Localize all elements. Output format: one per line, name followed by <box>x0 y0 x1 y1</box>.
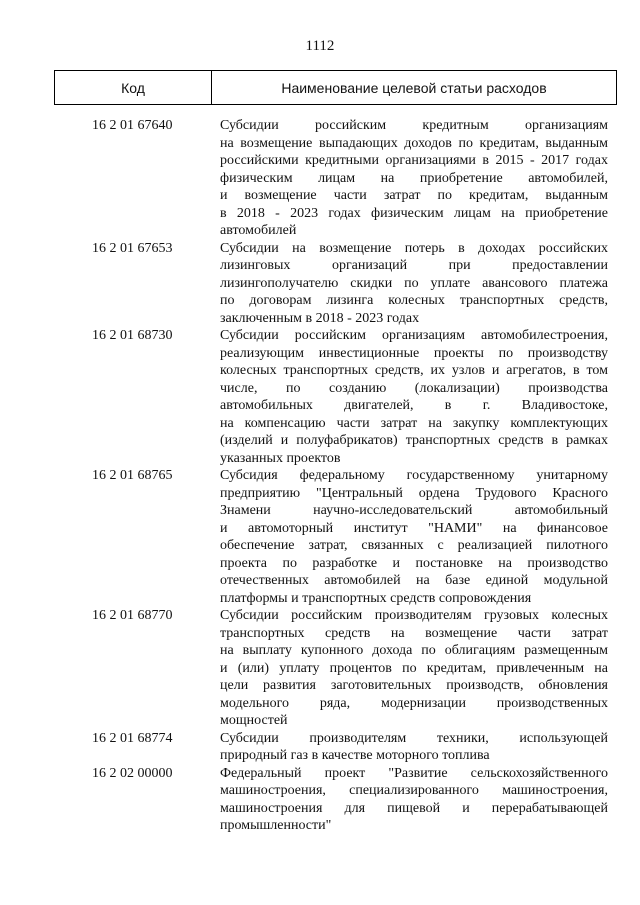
description-line: Субсидии российским организациям автомобилестроения, <box>220 328 608 343</box>
description-line: реализующим инвестиционные проекты по производству <box>220 345 608 361</box>
table-row <box>0 117 640 240</box>
description-line: колесных транспортных средств, их узлов и агрегатов, в том <box>220 363 608 378</box>
description-line: платформы и транспортных средств сопровождения <box>220 590 532 606</box>
description-line: физическим лицам на приобретение автомобилей, <box>220 170 608 186</box>
description-line: на выплату купонного дохода по облигациям размещенным <box>220 643 608 658</box>
description-line: проекта по разработке и постановке на производство <box>220 555 608 571</box>
row-code: 16 2 01 68774 <box>92 730 173 746</box>
description-line: заключенным в 2018 - 2023 годах <box>220 310 420 326</box>
row-code: 16 2 01 68765 <box>92 468 173 483</box>
description-line: транспортных средств на возмещение части затрат <box>220 625 608 641</box>
description-line: отечественных автомобилей на базе единой модульной <box>220 573 608 588</box>
page-number: 1112 <box>305 38 335 54</box>
table-header <box>54 70 617 105</box>
table-row <box>0 240 640 328</box>
description-line: и автомоторный институт "НАМИ" на финансовое <box>220 520 608 536</box>
row-description <box>220 765 608 835</box>
table-row <box>0 467 640 607</box>
row-description <box>220 730 608 765</box>
row-code: 16 2 01 67653 <box>92 240 173 256</box>
row-code: 16 2 01 68730 <box>92 328 173 343</box>
description-line: Субсидии российским производителям грузовых колесных <box>220 608 608 623</box>
description-line: цели развития заготовительных производств, обновления <box>220 678 608 693</box>
table-row <box>0 327 640 467</box>
description-line: автомобильных двигателей, в г. Владивостоке, <box>220 398 608 413</box>
description-line: по договорам лизинга колесных транспортных средств, <box>220 293 608 308</box>
description-line: (изделий и полуфабрикатов) транспортных средств в рамках <box>220 433 608 448</box>
row-code: 16 2 01 68770 <box>92 608 173 623</box>
description-line: обеспечение затрат, связанных с реализацией пилотного <box>220 538 608 553</box>
header-code: Код <box>55 71 212 104</box>
description-line: автомобилей <box>220 223 297 238</box>
description-line: и (или) уплату процентов по кредитам, привлеченным на <box>220 660 608 676</box>
row-description <box>220 467 608 607</box>
description-line: Субсидии производителям техники, использующей <box>220 730 608 746</box>
description-line: лизинговых организаций при предоставлении <box>220 258 608 273</box>
description-line: указанных проектов <box>220 450 341 466</box>
description-line: Знамени научно-исследовательский автомобильный <box>220 503 608 518</box>
description-line: на возмещение выпадающих доходов по кредитам, выданным <box>220 135 608 151</box>
table-row <box>0 730 640 765</box>
description-line: лизингополучателю скидки по уплате авансового платежа <box>220 275 608 291</box>
row-code: 16 2 02 00000 <box>92 765 173 781</box>
description-line: российскими кредитными организациями в 2015 - 2017 годах <box>220 153 608 168</box>
description-line: на компенсацию части затрат на закупку комплектующих <box>220 415 608 431</box>
description-line: и возмещение части затрат по кредитам, выданным <box>220 188 608 203</box>
table-row <box>0 607 640 730</box>
row-description <box>220 327 608 467</box>
description-line: промышленности" <box>220 818 332 833</box>
description-line: Субсидии российским кредитным организациям <box>220 118 608 133</box>
description-line: Субсидия федеральному государственному унитарному <box>220 468 608 483</box>
description-line: числе, по созданию (локализации) производства <box>220 380 608 396</box>
description-line: модельного ряда, модернизации производственных <box>220 695 608 711</box>
row-description <box>220 117 608 240</box>
description-line: предприятию "Центральный ордена Трудового Красного <box>220 485 608 501</box>
description-line: в 2018 - 2023 годах физическим лицам на приобретение <box>220 205 608 221</box>
description-line: мощностей <box>220 713 288 728</box>
table-row <box>0 765 640 835</box>
description-line: Федеральный проект "Развитие сельскохозяйственного <box>220 765 608 781</box>
description-line: природный газ в качестве моторного топлива <box>220 748 490 763</box>
row-code: 16 2 01 67640 <box>92 118 173 133</box>
row-description <box>220 607 608 730</box>
description-line: машиностроения, специализированного машиностроения, <box>220 783 608 798</box>
header-name: Наименование целевой статьи расходов <box>281 79 547 96</box>
description-line: машиностроения для пищевой и перерабатывающей <box>220 800 608 816</box>
table-body <box>0 117 640 835</box>
row-description <box>220 240 608 328</box>
description-line: Субсидии на возмещение потерь в доходах российских <box>220 240 608 256</box>
